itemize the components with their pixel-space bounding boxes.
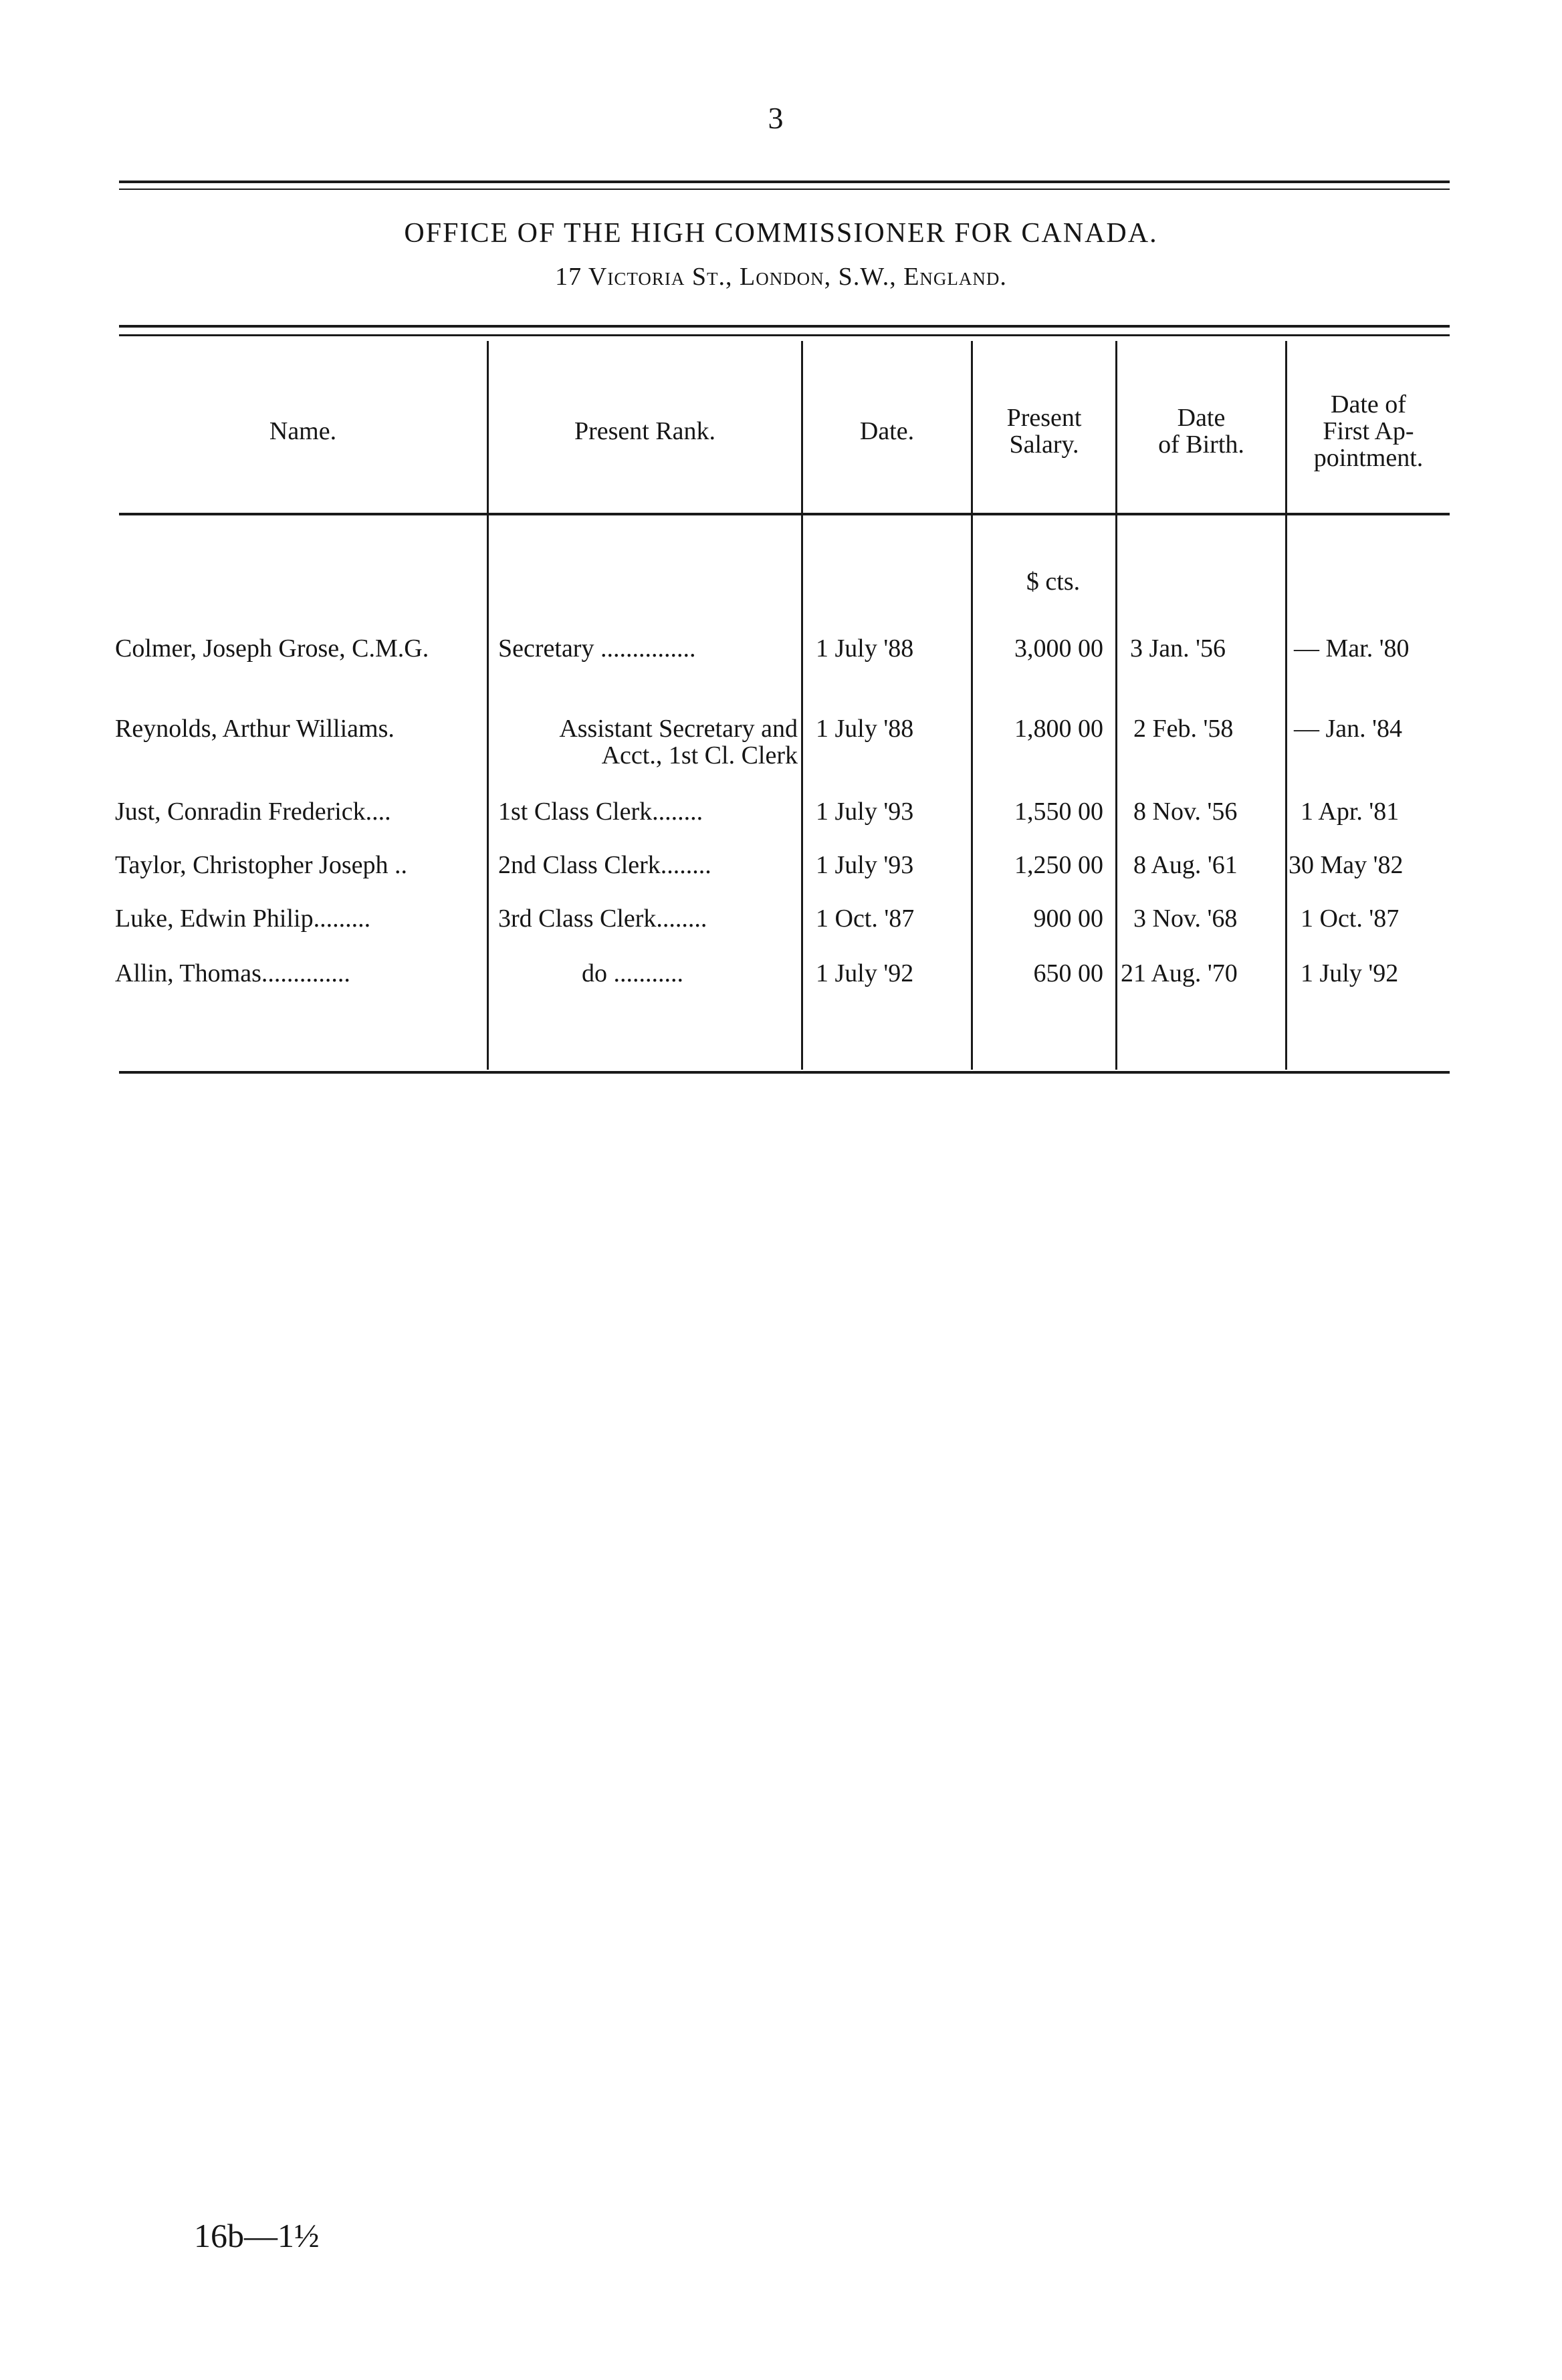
header-name [119,374,487,488]
footer-signature-mark: 16b—1½ [194,2217,320,2254]
header-salary [973,374,1115,488]
row-appointment: — Mar. '80 [1294,634,1410,663]
row-date: 1 Oct. '87 [816,905,915,933]
row-date: 1 July '93 [816,851,914,879]
table-top-rule-thin [119,334,1450,336]
row-birth: 3 Jan. '56 [1130,634,1226,663]
row-rank-line2: Acct., 1st Cl. Clerk [601,741,798,769]
header-date-text: Date. [859,417,915,445]
row-birth: 8 Aug. '61 [1133,851,1238,879]
row-name: Allin, Thomas.............. [115,959,350,987]
top-rule-thick [119,181,1450,183]
header-salary-line: Salary. [1009,431,1079,459]
row-name: Just, Conradin Frederick.... [115,798,391,826]
header-name-text: Name. [269,417,337,445]
header-birth-line: of Birth. [1158,431,1244,459]
row-date: 1 July '93 [816,798,914,826]
header-date [803,374,971,488]
row-appointment: — Jan. '84 [1294,715,1403,743]
row-salary: 1,800 00 [1014,715,1103,743]
row-date: 1 July '88 [816,634,914,663]
row-rank: 3rd Class Clerk........ [498,905,707,933]
row-appointment: 1 Apr. '81 [1301,798,1400,826]
row-salary: 900 00 [1033,905,1103,933]
row-salary: 650 00 [1033,959,1103,987]
row-rank: Assistant Secretary and [559,715,798,743]
row-rank: 1st Class Clerk........ [498,798,703,826]
row-rank: do ........... [582,959,683,987]
row-rank: 2nd Class Clerk........ [498,851,711,879]
page-number: 3 [768,101,784,135]
header-birth-line: Date [1177,404,1226,432]
table-top-rule-thick [119,325,1450,328]
row-birth: 2 Feb. '58 [1133,715,1234,743]
top-rule-thin [119,189,1450,190]
row-appointment: 1 Oct. '87 [1301,905,1400,933]
row-appointment: 1 July '92 [1301,959,1399,987]
header-bottom-rule [119,513,1450,515]
row-name: Colmer, Joseph Grose, C.M.G. [115,634,429,663]
row-salary: 1,250 00 [1014,851,1103,879]
office-address: 17 Victoria St., London, S.W., England. [555,263,1007,291]
header-appointment-line: First Ap- [1323,417,1414,445]
header-salary-line: Present [1006,404,1082,432]
row-name: Reynolds, Arthur Williams. [115,715,395,743]
row-name: Luke, Edwin Philip......... [115,905,371,933]
header-appointment-line: pointment. [1313,444,1424,472]
header-appointment-line: Date of [1331,390,1406,419]
row-date: 1 July '92 [816,959,914,987]
header-appointment [1287,374,1450,488]
row-birth: 3 Nov. '68 [1133,905,1238,933]
row-date: 1 July '88 [816,715,914,743]
row-salary: 3,000 00 [1014,634,1103,663]
row-appointment: 30 May '82 [1289,851,1404,879]
row-salary: 1,550 00 [1014,798,1103,826]
header-rank [489,374,801,488]
office-title: OFFICE OF THE HIGH COMMISSIONER FOR CANADA. [404,218,1158,249]
row-birth: 8 Nov. '56 [1133,798,1238,826]
row-rank: Secretary ............... [498,634,696,663]
header-rank-text: Present Rank. [574,417,716,445]
table-bottom-rule [119,1071,1450,1074]
salary-units: $ cts. [1026,568,1081,596]
row-name: Taylor, Christopher Joseph .. [115,851,407,879]
header-birth [1117,374,1285,488]
row-birth: 21 Aug. '70 [1121,959,1238,987]
